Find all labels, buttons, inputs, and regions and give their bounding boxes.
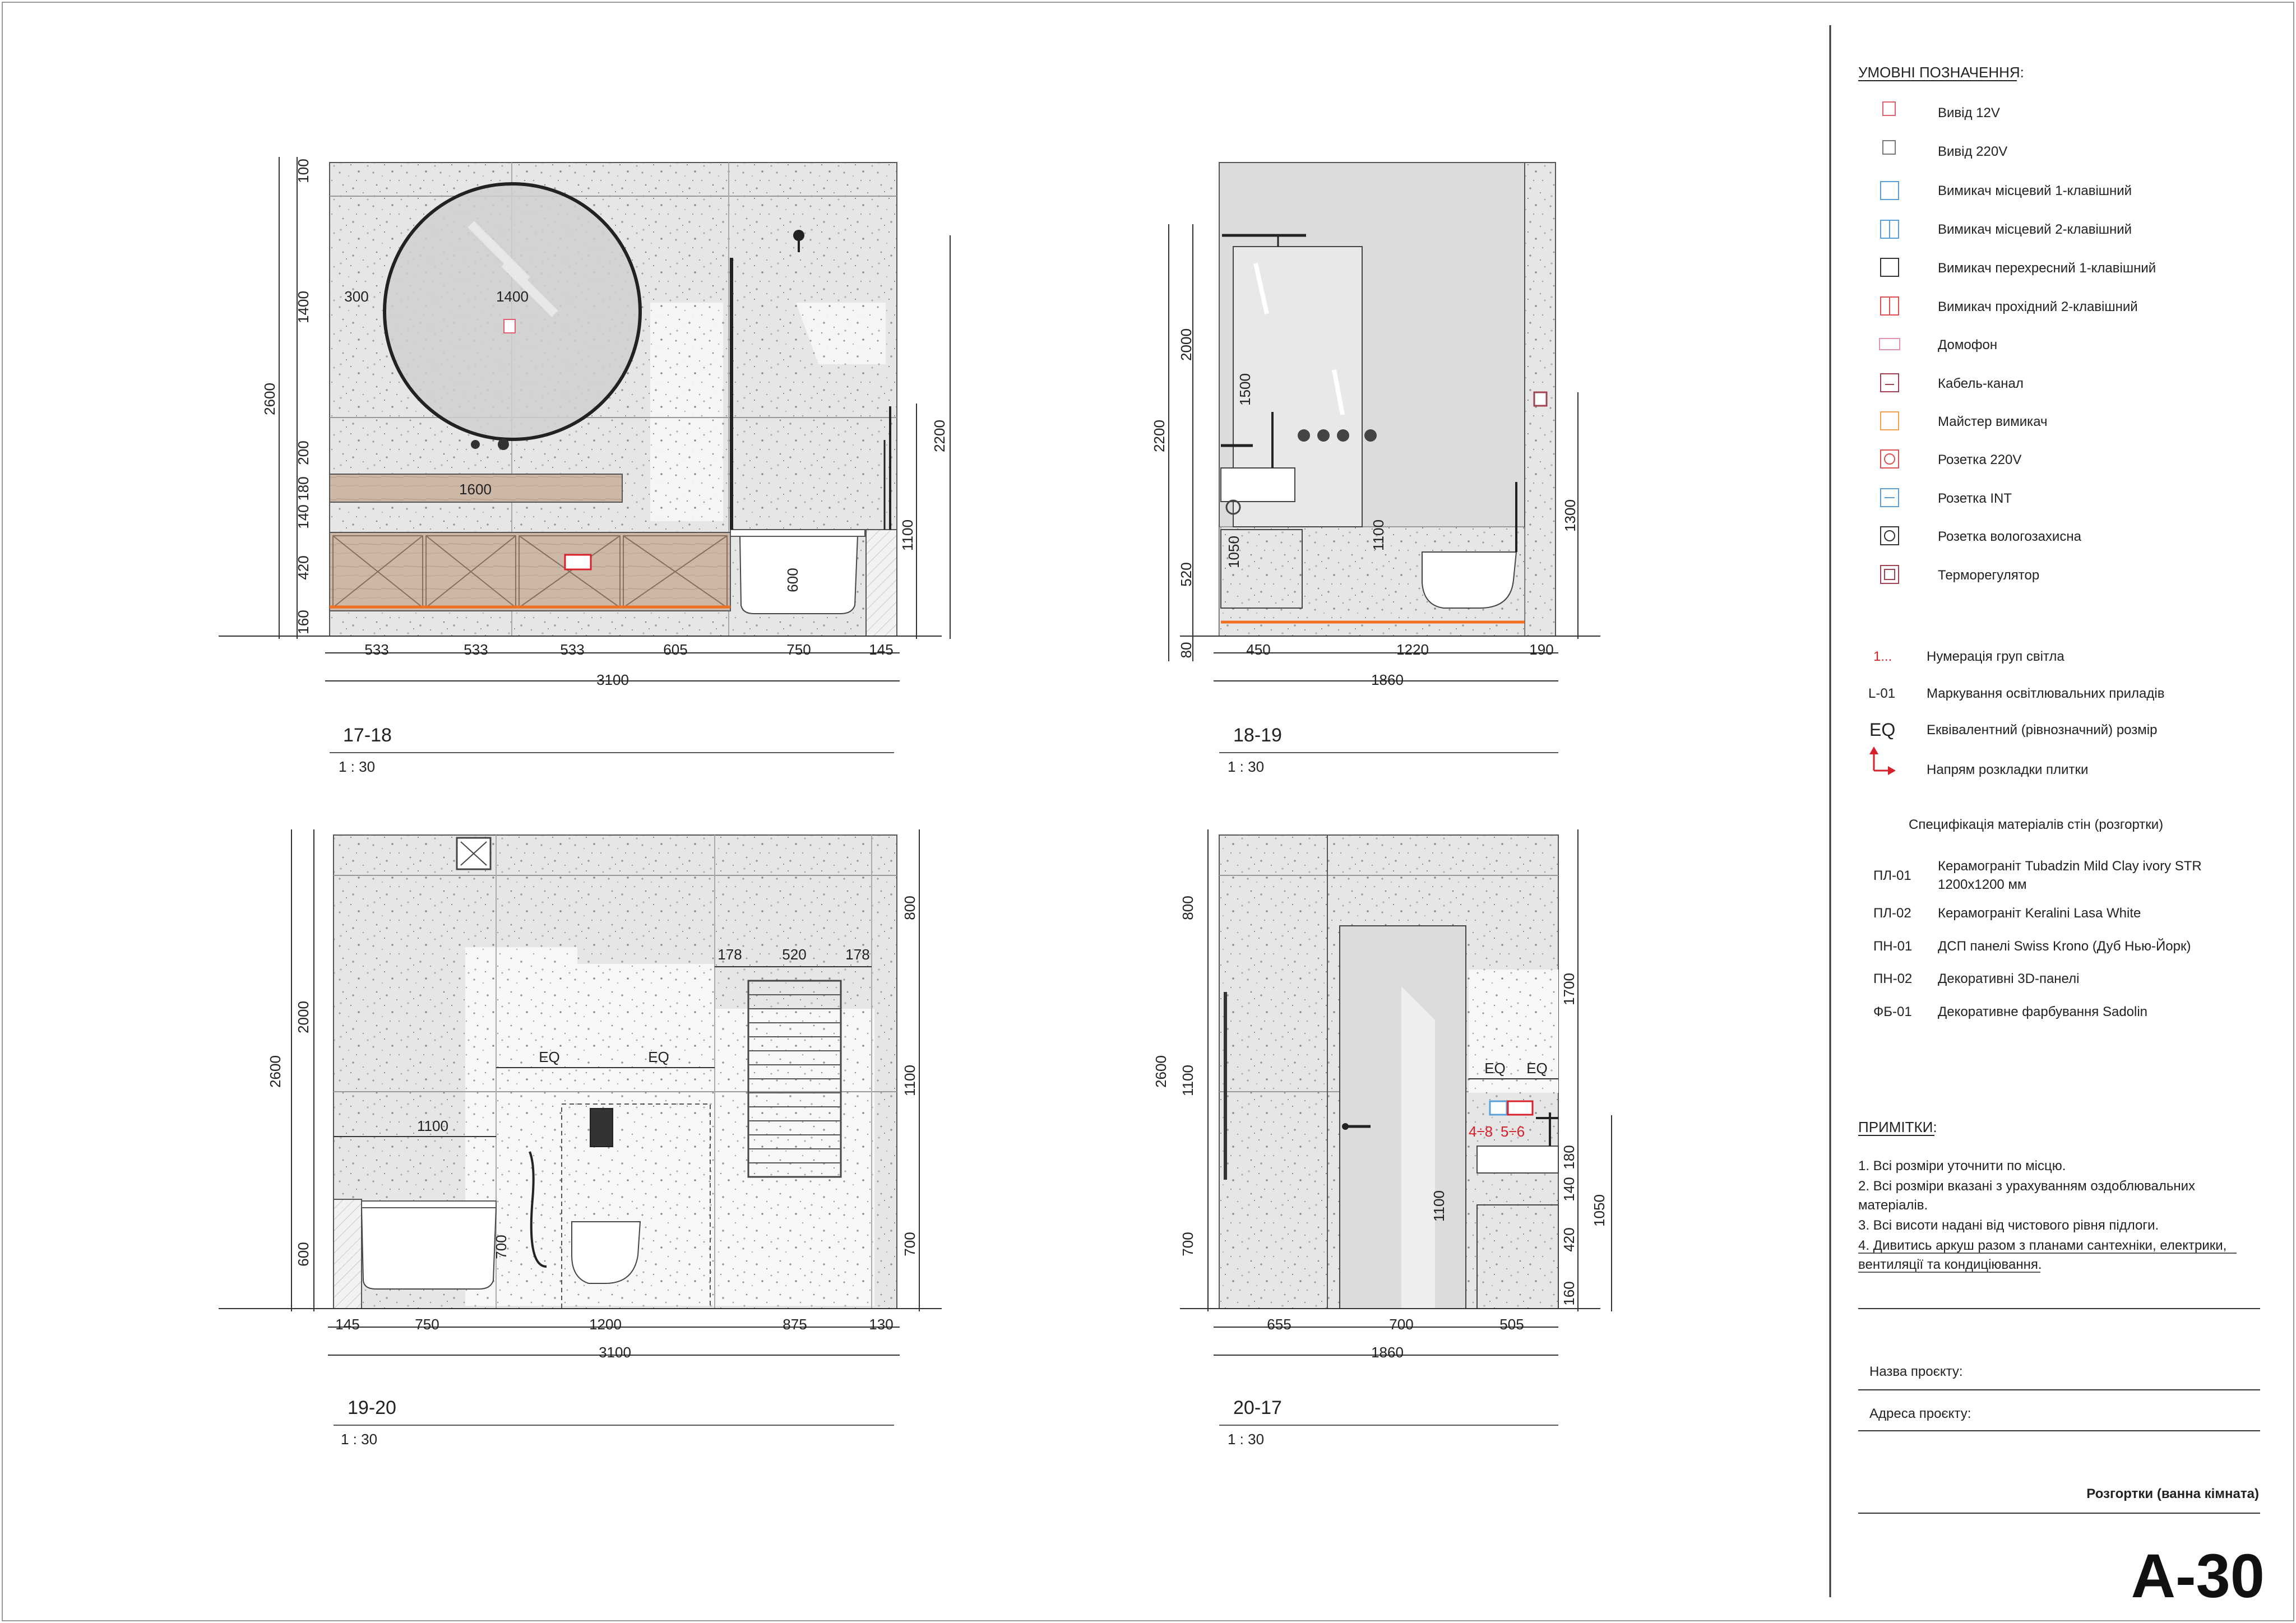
legend-extra-label: Нумерація груп світла <box>1927 649 2064 664</box>
legend-item-label: Розетка вологозахисна <box>1938 529 2081 544</box>
legend-extra-symbol: L-01 <box>1868 686 1896 701</box>
material-name: Декоративне фарбування Sadolin <box>1938 1004 2148 1019</box>
legend-item-label: Розетка 220V <box>1938 452 2022 467</box>
legend-item-label: Терморегулятор <box>1938 568 2040 583</box>
dim-v2-total: 1860 <box>1371 671 1404 688</box>
washbasin <box>1477 1146 1558 1173</box>
dim-v4-right-4: 420 <box>1561 1227 1577 1252</box>
dim-v1-inner-3: 600 <box>784 568 801 592</box>
thermostat-icon <box>1534 392 1547 406</box>
wall-hung-toilet <box>1422 552 1516 608</box>
dim-v1-inner-1: 1400 <box>496 288 529 305</box>
socket-waterproof-icon <box>1881 527 1899 545</box>
legend-item-label: Вивід 220V <box>1938 144 2008 159</box>
note-line: 4. Дивитись аркуш разом з планами сантехніки, електрики, <box>1858 1238 2227 1253</box>
legend-icons <box>1880 102 1900 583</box>
bathtub <box>362 1208 496 1289</box>
legend-extra-symbol: EQ <box>1869 720 1896 740</box>
dim-v1-right-0: 2200 <box>931 420 948 452</box>
dim-v3-inner-4: EQ <box>648 1049 669 1065</box>
dim-v3-right-1: 1100 <box>901 1065 918 1096</box>
project-address-label: Адреса проєкту: <box>1869 1406 1971 1421</box>
legend-item-label: Вимикач перехресний 1-клавішний <box>1938 261 2156 276</box>
dim-v3-inner-3: EQ <box>539 1049 560 1065</box>
wall-hung-toilet <box>572 1222 640 1283</box>
legend-item-label: Домофон <box>1938 337 1998 353</box>
socket-220v-icon <box>565 555 591 569</box>
outlet-220v-icon <box>1883 141 1895 154</box>
dim-v3-total: 3100 <box>599 1344 631 1361</box>
dim-v1-bottom-0: 533 <box>364 641 389 658</box>
dim-v3-bottom-3: 875 <box>783 1316 807 1333</box>
legend-extra-label: Еквівалентний (рівнозначний) розмір <box>1927 722 2158 738</box>
dim-v1-bottom-2: 533 <box>560 641 585 658</box>
dim-v1-inner-2: 1600 <box>459 481 492 498</box>
note-line: 1. Всі розміри уточнити по місцю. <box>1858 1158 2066 1174</box>
dim-v2-left-0: 2000 <box>1178 328 1195 361</box>
dim-v3-inner-1: 520 <box>782 946 807 963</box>
view-title-19-20: 19-20 <box>348 1397 396 1418</box>
light-group-label: 4÷8 <box>1469 1123 1493 1140</box>
dim-v4-right-0: 1700 <box>1561 973 1577 1005</box>
dim-v3-bottom-2: 1200 <box>589 1316 622 1333</box>
note-line: 3. Всі висоти надані від чистового рівня підлоги. <box>1858 1218 2159 1233</box>
dim-v1-left-4: 140 <box>295 504 312 529</box>
legend-item-label: Вивід 12V <box>1938 105 2000 120</box>
material-name-line2: 1200х1200 мм <box>1938 877 2027 892</box>
switch-cross-1-icon <box>1881 258 1899 276</box>
dim-v4-right-5: 160 <box>1561 1281 1577 1306</box>
dim-v4-overall: 2600 <box>1152 1055 1169 1088</box>
dim-v4-bottom-1: 700 <box>1389 1316 1414 1333</box>
dim-v2-inner-0: 1500 <box>1237 373 1253 406</box>
dim-v3-inner-6: 700 <box>493 1235 510 1259</box>
material-name: Декоративні 3D-панелі <box>1938 971 2080 986</box>
legend-item-label: Кабель-канал <box>1938 376 2024 391</box>
elevation-19-20 <box>219 835 942 1309</box>
dim-v2-right-0: 1300 <box>1562 499 1578 532</box>
dim-v3-right-2: 700 <box>901 1232 918 1256</box>
material-code: ФБ-01 <box>1873 1004 1912 1019</box>
note-line: матеріалів. <box>1858 1198 1928 1213</box>
material-code: ПЛ-01 <box>1873 868 1911 883</box>
dim-v3-bottom-1: 750 <box>415 1316 439 1333</box>
dim-v4-left-2: 700 <box>1179 1232 1196 1256</box>
round-mirror <box>385 184 640 439</box>
note-line: 2. Всі розміри вказані з урахуванням оздоблювальних <box>1858 1179 2196 1194</box>
flush-button-icon <box>590 1109 613 1147</box>
legend-extra-symbol: 1... <box>1873 649 1892 664</box>
dim-v1-inner-0: 300 <box>344 288 369 305</box>
light-group-label: 5÷6 <box>1501 1123 1525 1140</box>
project-name-label: Назва проєкту: <box>1869 1364 1963 1379</box>
dim-v3-overall: 2600 <box>267 1055 284 1088</box>
rain-shower-icon <box>793 230 804 241</box>
dim-v2-left-1: 520 <box>1178 562 1195 587</box>
dim-v1-bottom-5: 145 <box>869 641 894 658</box>
socket-int-icon <box>1490 1101 1507 1115</box>
socket-220v-icon <box>1881 450 1899 468</box>
switch-local-1-icon <box>1881 182 1899 200</box>
note-line: вентиляції та кондиціювання. <box>1858 1257 2042 1272</box>
outlet-12v-icon <box>1883 102 1895 115</box>
material-code: ПЛ-02 <box>1873 906 1911 921</box>
dim-v2-left-2: 80 <box>1178 642 1195 659</box>
legend-item-label: Вимикач прохідний 2-клавішний <box>1938 299 2138 314</box>
master-switch-icon <box>1881 412 1899 430</box>
dim-v1-bottom-3: 605 <box>663 641 688 658</box>
dim-v2-bottom-2: 190 <box>1529 641 1554 658</box>
socket-220v-icon <box>1508 1101 1533 1115</box>
tile-direction-arrow-icon <box>1869 746 1896 775</box>
material-code: ПН-01 <box>1873 939 1913 954</box>
legend-item-label: Майстер вимикач <box>1938 414 2048 429</box>
dim-v1-right-1: 1100 <box>899 520 916 551</box>
vanity-cabinet <box>1477 1205 1558 1309</box>
legend-title: УМОВНІ ПОЗНАЧЕННЯ: <box>1858 64 2024 81</box>
material-code: ПН-02 <box>1873 971 1913 986</box>
notes-title: ПРИМІТКИ: <box>1858 1119 1937 1135</box>
dim-v1-bottom-1: 533 <box>464 641 488 658</box>
drawing-name: Розгортки (ванна кімната) <box>2086 1486 2259 1501</box>
dim-v4-right-2: 140 <box>1561 1177 1577 1202</box>
dim-v2-inner-1: 1050 <box>1225 536 1242 568</box>
dim-v1-left-1: 1400 <box>295 291 312 323</box>
intercom-icon <box>1880 338 1900 350</box>
dim-v1-bottom-4: 750 <box>786 641 811 658</box>
dim-v4-inner-2: 1100 <box>1431 1190 1447 1222</box>
material-name: ДСП панелі Swiss Krono (Дуб Нью-Йорк) <box>1938 939 2191 954</box>
material-name: Керамограніт Tubadzin Mild Clay ivory STR <box>1938 859 2202 874</box>
view-scale-18-19: 1 : 30 <box>1228 758 1265 775</box>
dim-v1-left-2: 200 <box>295 440 312 465</box>
legend-item-label: Вимикач місцевий 2-клавішний <box>1938 222 2132 237</box>
dim-v1-left-6: 160 <box>295 610 312 634</box>
dim-v4-left-1: 1100 <box>1179 1065 1196 1096</box>
view-title-20-17: 20-17 <box>1233 1397 1282 1418</box>
dim-v1-total: 3100 <box>596 671 629 688</box>
dim-v3-right-0: 800 <box>901 896 918 920</box>
material-name: Керамограніт Keralini Lasa White <box>1938 906 2141 921</box>
view-scale-19-20: 1 : 30 <box>341 1431 378 1448</box>
dim-v4-inner-1: EQ <box>1526 1060 1548 1077</box>
dim-v4-left-0: 800 <box>1179 896 1196 920</box>
dim-v1-left-0: 100 <box>295 159 312 183</box>
legend-item-label: Вимикач місцевий 1-клавішний <box>1938 183 2132 198</box>
view-title-18-19: 18-19 <box>1233 725 1282 746</box>
thermostat-icon <box>1881 565 1899 583</box>
view-scale-20-17: 1 : 30 <box>1228 1431 1265 1448</box>
dim-v3-inner-5: 1100 <box>417 1117 448 1134</box>
dim-v3-inner-2: 178 <box>845 946 870 963</box>
dim-v4-bottom-0: 655 <box>1267 1316 1292 1333</box>
elevation-17-18 <box>219 163 942 636</box>
view-title-17-18: 17-18 <box>343 725 392 746</box>
dim-v3-bottom-0: 145 <box>335 1316 360 1333</box>
outlet-12v-icon <box>504 319 515 333</box>
dim-v2-overall: 2200 <box>1151 420 1168 452</box>
dim-v1-overall: 2600 <box>261 383 278 415</box>
dim-v1-left-5: 420 <box>295 555 312 580</box>
cable-channel-icon <box>1881 374 1899 392</box>
dim-v3-left-1: 600 <box>295 1242 312 1267</box>
dim-v3-inner-0: 178 <box>718 946 742 963</box>
dim-v2-inner-2: 1100 <box>1370 520 1387 551</box>
view-scale-17-18: 1 : 30 <box>339 758 376 775</box>
sheet-number: A-30 <box>2131 1542 2265 1611</box>
dim-v4-total: 1860 <box>1371 1344 1404 1361</box>
dim-v4-right-3: 1050 <box>1591 1194 1608 1227</box>
legend-item-label: Розетка INT <box>1938 491 2012 506</box>
dim-v4-inner-0: EQ <box>1484 1060 1506 1077</box>
legend-extra-label: Напрям розкладки плитки <box>1927 762 2089 777</box>
washbasin <box>1221 468 1295 502</box>
dim-v2-bottom-1: 1220 <box>1396 641 1429 658</box>
dim-v3-bottom-4: 130 <box>869 1316 894 1333</box>
dim-v4-right-1: 180 <box>1561 1145 1577 1170</box>
dim-v2-bottom-0: 450 <box>1246 641 1271 658</box>
materials-title: Специфікація матеріалів стін (розгортки) <box>1909 817 2164 832</box>
dim-v1-left-3: 180 <box>295 476 312 501</box>
dim-v3-left-0: 2000 <box>295 1001 312 1033</box>
dim-v4-bottom-2: 505 <box>1499 1316 1524 1333</box>
legend-extra-label: Маркування освітлювальних приладів <box>1927 686 2165 701</box>
